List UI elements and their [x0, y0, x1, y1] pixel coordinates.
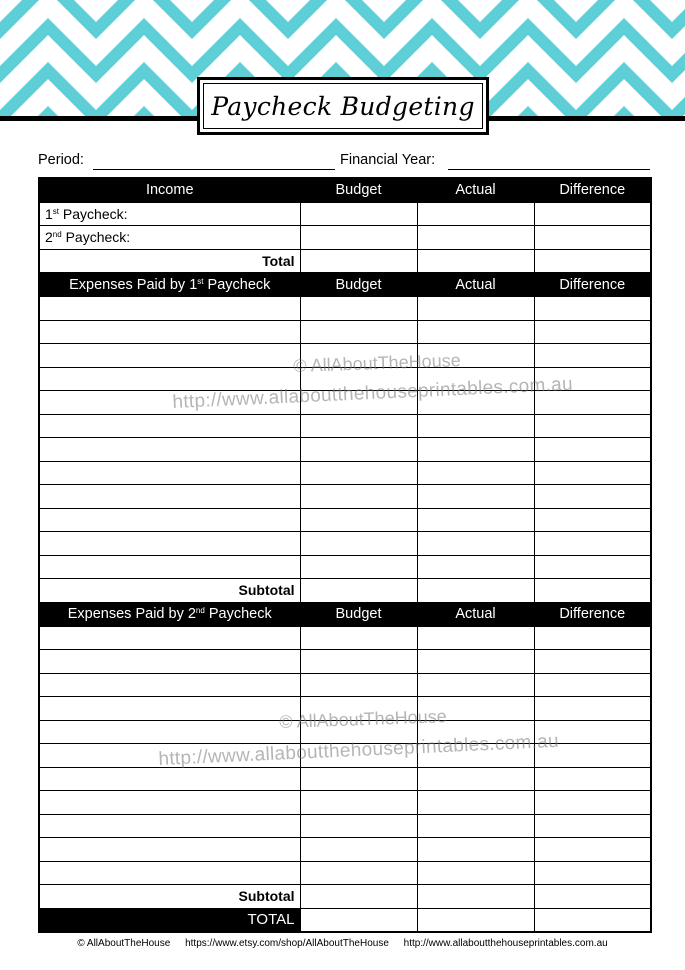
income-row-1	[39, 202, 651, 226]
difference-cell[interactable]	[534, 508, 651, 532]
budget-cell[interactable]	[300, 532, 417, 556]
expenses-2-subtotal-label: Subtotal	[39, 885, 300, 909]
actual-cell[interactable]	[417, 485, 534, 509]
actual-cell[interactable]	[417, 249, 534, 273]
item-cell[interactable]	[39, 767, 300, 791]
difference-cell[interactable]	[534, 720, 651, 744]
budget-cell[interactable]	[300, 767, 417, 791]
difference-cell[interactable]	[534, 697, 651, 721]
budget-table	[38, 177, 652, 933]
expense-2-row	[39, 697, 651, 721]
income-label-1: 1st Paycheck:	[39, 202, 300, 226]
income-label-2: 2nd Paycheck:	[39, 226, 300, 250]
difference-cell[interactable]	[534, 650, 651, 674]
income-total-row	[39, 249, 651, 273]
expense-2-row	[39, 673, 651, 697]
difference-cell[interactable]	[534, 461, 651, 485]
budget-cell[interactable]	[300, 438, 417, 462]
item-cell[interactable]	[39, 297, 300, 321]
financial-year-field[interactable]	[448, 169, 650, 170]
actual-heading: Actual	[417, 273, 534, 297]
difference-cell[interactable]	[534, 344, 651, 368]
watermark-url: http://www.allaboutthehouseprintables.com.au	[172, 373, 574, 413]
expense-1-row	[39, 320, 651, 344]
difference-cell[interactable]	[534, 838, 651, 862]
budget-cell[interactable]	[300, 908, 417, 932]
actual-cell[interactable]	[417, 202, 534, 226]
income-header-row	[39, 178, 651, 202]
title-frame	[197, 77, 489, 135]
difference-cell[interactable]	[534, 885, 651, 909]
actual-cell[interactable]	[417, 908, 534, 932]
difference-cell[interactable]	[534, 861, 651, 885]
item-cell[interactable]	[39, 320, 300, 344]
budget-cell[interactable]	[300, 391, 417, 415]
budget-cell[interactable]	[300, 297, 417, 321]
budget-heading: Budget	[300, 178, 417, 202]
budget-cell[interactable]	[300, 461, 417, 485]
expenses-1-subtotal-label: Subtotal	[39, 579, 300, 603]
budget-cell[interactable]	[300, 320, 417, 344]
budget-cell[interactable]	[300, 838, 417, 862]
actual-cell[interactable]	[417, 532, 534, 556]
item-cell[interactable]	[39, 791, 300, 815]
expenses-2-subtotal-row	[39, 885, 651, 909]
expense-2-row	[39, 767, 651, 791]
budget-cell[interactable]	[300, 673, 417, 697]
expenses-2-header-row	[39, 602, 651, 626]
actual-cell[interactable]	[417, 344, 534, 368]
item-cell[interactable]	[39, 344, 300, 368]
footer-site-link[interactable]: http://www.allaboutthehouseprintables.com.au	[403, 938, 608, 949]
expense-1-row	[39, 367, 651, 391]
difference-cell[interactable]	[534, 391, 651, 415]
expense-2-row	[39, 838, 651, 862]
actual-cell[interactable]	[417, 791, 534, 815]
budget-cell[interactable]	[300, 508, 417, 532]
income-row-2	[39, 226, 651, 250]
item-cell[interactable]	[39, 814, 300, 838]
watermark-url: http://www.allaboutthehouseprintables.com.au	[158, 730, 560, 770]
budget-cell[interactable]	[300, 367, 417, 391]
difference-heading: Difference	[534, 273, 651, 297]
actual-cell[interactable]	[417, 391, 534, 415]
difference-cell[interactable]	[534, 485, 651, 509]
actual-cell[interactable]	[417, 438, 534, 462]
budget-cell[interactable]	[300, 485, 417, 509]
expense-1-row	[39, 555, 651, 579]
actual-cell[interactable]	[417, 650, 534, 674]
budget-cell[interactable]	[300, 720, 417, 744]
difference-cell[interactable]	[534, 791, 651, 815]
difference-cell[interactable]	[534, 202, 651, 226]
budget-cell[interactable]	[300, 861, 417, 885]
expenses-2-heading: Expenses Paid by 2nd Paycheck	[39, 602, 300, 626]
budget-cell[interactable]	[300, 226, 417, 250]
actual-cell[interactable]	[417, 297, 534, 321]
difference-cell[interactable]	[534, 626, 651, 650]
budget-cell[interactable]	[300, 791, 417, 815]
actual-heading: Actual	[417, 178, 534, 202]
actual-cell[interactable]	[417, 320, 534, 344]
actual-cell[interactable]	[417, 579, 534, 603]
budget-heading: Budget	[300, 273, 417, 297]
difference-cell[interactable]	[534, 555, 651, 579]
actual-cell[interactable]	[417, 814, 534, 838]
expense-1-row	[39, 438, 651, 462]
expense-2-row	[39, 720, 651, 744]
actual-cell[interactable]	[417, 697, 534, 721]
item-cell[interactable]	[39, 861, 300, 885]
income-total-label: Total	[39, 249, 300, 273]
budget-cell[interactable]	[300, 744, 417, 768]
item-cell[interactable]	[39, 650, 300, 674]
difference-cell[interactable]	[534, 532, 651, 556]
expense-2-row	[39, 814, 651, 838]
budget-cell[interactable]	[300, 249, 417, 273]
budget-cell[interactable]	[300, 697, 417, 721]
budget-cell[interactable]	[300, 555, 417, 579]
item-cell[interactable]	[39, 744, 300, 768]
expense-2-row	[39, 744, 651, 768]
expense-2-row	[39, 791, 651, 815]
period-label: Period:	[38, 152, 84, 168]
actual-cell[interactable]	[417, 861, 534, 885]
item-cell[interactable]	[39, 414, 300, 438]
difference-cell[interactable]	[534, 579, 651, 603]
difference-heading: Difference	[534, 602, 651, 626]
budget-heading: Budget	[300, 602, 417, 626]
item-cell[interactable]	[39, 720, 300, 744]
item-cell[interactable]	[39, 508, 300, 532]
expense-1-row	[39, 297, 651, 321]
expenses-1-subtotal-row	[39, 579, 651, 603]
expenses-1-heading: Expenses Paid by 1st Paycheck	[39, 273, 300, 297]
item-cell[interactable]	[39, 485, 300, 509]
expense-1-row	[39, 414, 651, 438]
expense-1-row	[39, 461, 651, 485]
footer	[0, 938, 685, 949]
difference-cell[interactable]	[534, 414, 651, 438]
footer-etsy-link[interactable]: https://www.etsy.com/shop/AllAboutTheHouse	[185, 938, 389, 949]
difference-heading: Difference	[534, 178, 651, 202]
budget-cell[interactable]	[300, 344, 417, 368]
actual-cell[interactable]	[417, 508, 534, 532]
item-cell[interactable]	[39, 461, 300, 485]
expense-1-row	[39, 391, 651, 415]
actual-cell[interactable]	[417, 367, 534, 391]
expense-2-row	[39, 861, 651, 885]
budget-cell[interactable]	[300, 626, 417, 650]
item-cell[interactable]	[39, 391, 300, 415]
item-cell[interactable]	[39, 838, 300, 862]
actual-cell[interactable]	[417, 767, 534, 791]
financial-year-label: Financial Year:	[340, 152, 436, 168]
difference-cell[interactable]	[534, 908, 651, 932]
page-title: Paycheck Budgeting	[211, 91, 475, 121]
item-cell[interactable]	[39, 697, 300, 721]
income-heading: Income	[39, 178, 300, 202]
actual-cell[interactable]	[417, 885, 534, 909]
budget-cell[interactable]	[300, 414, 417, 438]
watermark-copyright: © AllAboutTheHouse	[279, 706, 447, 732]
item-cell[interactable]	[39, 673, 300, 697]
expense-1-row	[39, 485, 651, 509]
actual-cell[interactable]	[417, 414, 534, 438]
grand-total-row	[39, 908, 651, 932]
period-field[interactable]	[93, 169, 335, 170]
difference-cell[interactable]	[534, 814, 651, 838]
difference-cell[interactable]	[534, 226, 651, 250]
item-cell[interactable]	[39, 438, 300, 462]
actual-cell[interactable]	[417, 555, 534, 579]
difference-cell[interactable]	[534, 320, 651, 344]
footer-copyright: © AllAboutTheHouse	[77, 938, 171, 949]
expense-1-row	[39, 532, 651, 556]
budget-cell[interactable]	[300, 202, 417, 226]
item-cell[interactable]	[39, 626, 300, 650]
expenses-1-header-row	[39, 273, 651, 297]
meta-row	[38, 150, 650, 174]
grand-total-label: TOTAL	[39, 908, 300, 932]
expense-1-row	[39, 508, 651, 532]
expense-2-row	[39, 650, 651, 674]
actual-cell[interactable]	[417, 720, 534, 744]
item-cell[interactable]	[39, 367, 300, 391]
budget-cell[interactable]	[300, 814, 417, 838]
actual-cell[interactable]	[417, 744, 534, 768]
actual-cell[interactable]	[417, 626, 534, 650]
difference-cell[interactable]	[534, 249, 651, 273]
actual-cell[interactable]	[417, 226, 534, 250]
item-cell[interactable]	[39, 555, 300, 579]
difference-cell[interactable]	[534, 767, 651, 791]
difference-cell[interactable]	[534, 438, 651, 462]
actual-heading: Actual	[417, 602, 534, 626]
difference-cell[interactable]	[534, 367, 651, 391]
difference-cell[interactable]	[534, 297, 651, 321]
difference-cell[interactable]	[534, 673, 651, 697]
difference-cell[interactable]	[534, 744, 651, 768]
actual-cell[interactable]	[417, 461, 534, 485]
watermark-copyright: © AllAboutTheHouse	[293, 350, 461, 376]
actual-cell[interactable]	[417, 838, 534, 862]
budget-cell[interactable]	[300, 579, 417, 603]
expense-1-row	[39, 344, 651, 368]
budget-cell[interactable]	[300, 885, 417, 909]
item-cell[interactable]	[39, 532, 300, 556]
actual-cell[interactable]	[417, 673, 534, 697]
expense-2-row	[39, 626, 651, 650]
budget-cell[interactable]	[300, 650, 417, 674]
